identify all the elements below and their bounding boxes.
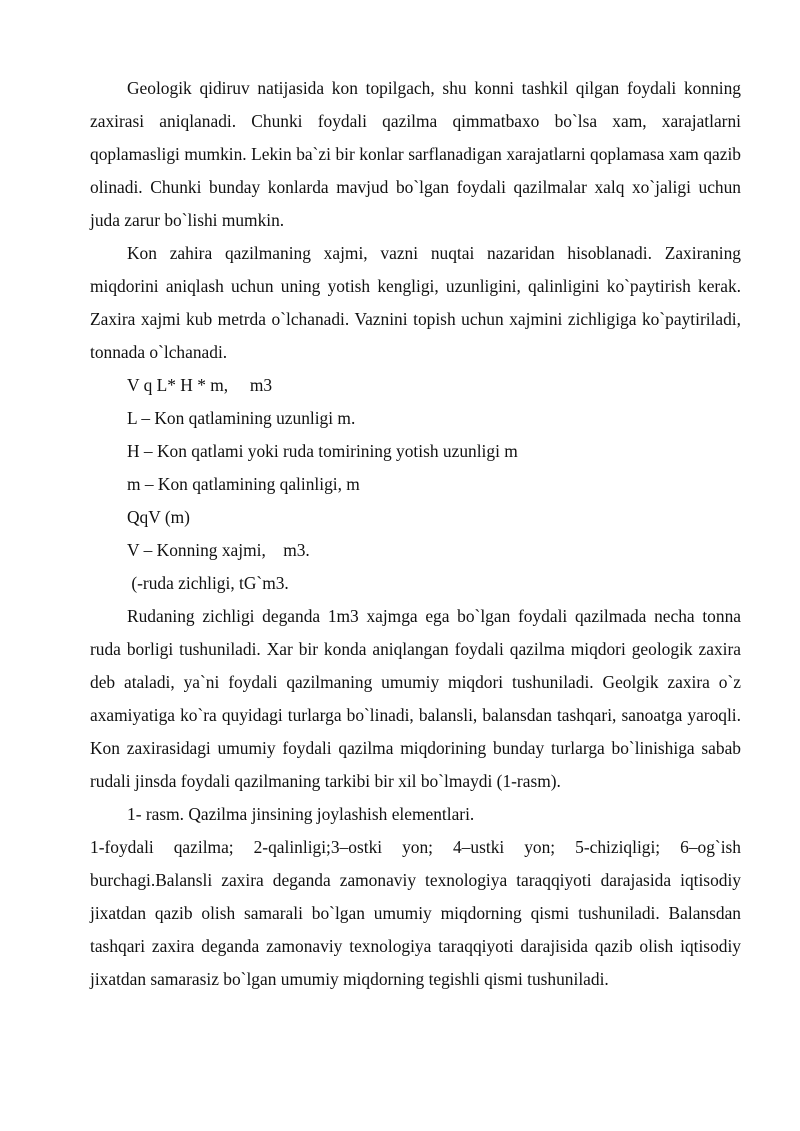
formula-def-height: H – Kon qatlami yoki ruda tomirining yotish uzunligi m — [127, 441, 518, 461]
document-page — [90, 72, 741, 996]
formula-def-volume: V – Konning xajmi, m3. — [127, 540, 310, 560]
formula-volume: V q L* H * m, m3 — [127, 375, 273, 395]
formula-def-density: (-ruda zichligi, tG`m3. — [127, 573, 289, 593]
formula-def-length: L – Kon qatlamining uzunligi m. — [127, 408, 356, 428]
paragraph-intro: Geologik qidiruv natijasida kon topilgach, shu konni tashkil qilgan foydali konning zaxirasi aniqlanadi. Chunki foydali qazilma qimmatbaxo bo`lsa xam, xarajatlarni qoplamasligi mumkin. Lekin ba`zi bir konlar sarflanadigan xarajatlarni qoplamasa xam qazib olinadi. Chunki bunday konlarda mavjud bo`lgan foydali qazilmalar xalq xo`jaligi uchun juda zarur bo`lishi mumkin. — [90, 78, 741, 230]
paragraph-figure-legend: 1-foydali qazilma; 2-qalinligi;3–ostki yon; 4–ustki yon; 5-chiziqligi; 6–og`ish burchagi.Balansli zaxira deganda zamonaviy texnologiya taraqqiyoti darajasida iqtisodiy jixatdan qazib olish samarali bo`lgan umumiy miqdorning qismi tushuniladi. Balansdan tashqari zaxira deganda zamonaviy texnologiya taraqqiyoti darajisida qazib olish iqtisodiy jixatdan samarasiz bo`lgan umumiy miqdorning tegishli qismi tushuniladi. — [90, 837, 741, 989]
paragraph-ore-density: Rudaning zichligi deganda 1m3 xajmga ega bo`lgan foydali qazilmada necha tonna ruda borligi tushuniladi. Xar bir konda aniqlangan foydali qazilma miqdori geologik zaxira deb ataladi, ya`ni foydali qazilmaning umumiy miqdori tushuniladi. Geolgik zaxira o`z axamiyatiga ko`ra quyidagi turlarga bo`linadi, balansli, balansdan tashqari, sanoatga yaroqli. Kon zaxirasidagi umumiy foydali qazilma miqdorining bunday turlarga bo`linishiga sabab rudali jinsda foydali qazilmaning tarkibi bir xil bo`lmaydi (1-rasm). — [90, 606, 741, 791]
paragraph-reserve-volume: Kon zahira qazilmaning xajmi, vazni nuqtai nazaridan hisoblanadi. Zaxiraning miqdorini aniqlash uchun uning yotish kengligi, uzunligini, qalinligini ko`paytirish kerak. Zaxira xajmi kub metrda o`lchanadi. Vaznini topish uchun xajmini zichligiga ko`paytiriladi, tonnada o`lchanadi. — [90, 243, 741, 362]
figure-caption: 1- rasm. Qazilma jinsining joylashish elementlari. — [127, 804, 475, 824]
formula-mass: QqV (m) — [127, 507, 190, 527]
formula-def-thickness: m – Kon qatlamining qalinligi, m — [127, 474, 360, 494]
